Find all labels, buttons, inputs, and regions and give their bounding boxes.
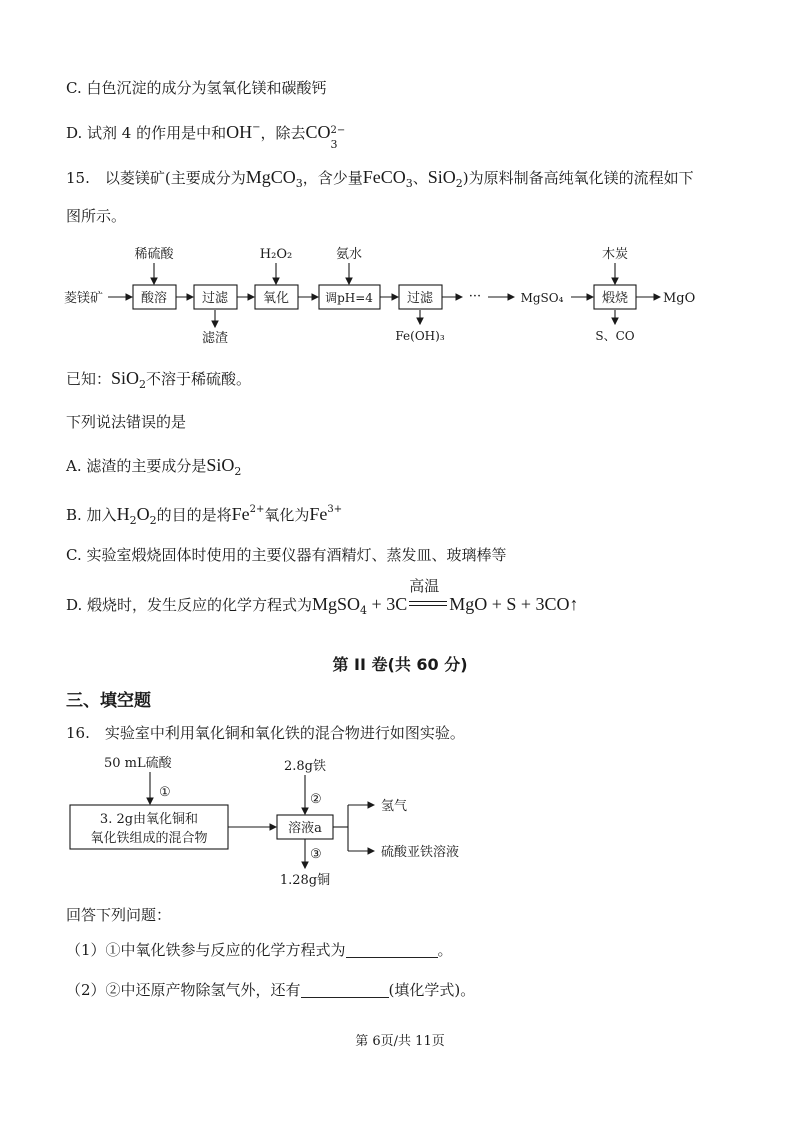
q15-stem-line1: 15. 以菱镁矿(主要成分为MgCO$_3$，含少量FeCO$_3$、SiO$_2$)为原料制备高纯氧化镁的流程如下 xyxy=(66,167,694,190)
q15-option-c: C. 实验室煅烧固体时使用的主要仪器有酒精灯、蒸发皿、玻璃棒等 xyxy=(66,546,507,564)
q16-copper: 1.28g铜 xyxy=(279,873,331,888)
answer-blank-1[interactable] xyxy=(346,941,438,958)
flow-product: MgO xyxy=(663,291,696,306)
reaction-condition: 高温 xyxy=(409,577,440,595)
flow-box3-label: 氧化 xyxy=(262,291,290,306)
q16-solution-a: 溶液a xyxy=(288,821,322,836)
q15-stem-line2: 图所示。 xyxy=(66,207,127,225)
q16-experiment-diagram xyxy=(0,750,800,890)
flow-reagent-charcoal: 木炭 xyxy=(601,247,629,262)
flow-box5-label: 过滤 xyxy=(406,291,434,306)
flow-reagent-h2o2: H₂O₂ xyxy=(259,247,293,262)
flow-precipitate: Fe(OH)₃ xyxy=(395,329,445,343)
q16-step3: ③ xyxy=(310,847,322,862)
flow-residue: 滤渣 xyxy=(201,331,229,346)
q15-flow-diagram xyxy=(0,236,800,346)
q16-ferrous-sulfate: 硫酸亚铁溶液 xyxy=(381,845,460,860)
q14-option-d: D. 试剂 4 的作用是中和OH−，除去CO 2− 3 xyxy=(66,122,346,151)
part2-heading: 第 II 卷(共 60 分) xyxy=(332,655,468,674)
answer-blank-2[interactable] xyxy=(301,981,389,998)
q16-step2: ② xyxy=(310,792,322,807)
q16-sub1: （1）①中氧化铁参与反应的化学方程式为 。 xyxy=(66,941,453,959)
flow-box2-label: 过滤 xyxy=(201,291,229,306)
flow-mgso4: MgSO₄ xyxy=(520,291,564,305)
section3-heading: 三、填空题 xyxy=(66,691,151,711)
q16-stem: 16. 实验室中利用氧化铜和氧化铁的混合物进行如图实验。 xyxy=(66,724,465,742)
page-footer: 第 6页/共 11页 xyxy=(355,1034,445,1049)
flow-box4-label: 调pH=4 xyxy=(325,291,373,305)
q16-answer-prompt: 回答下列问题： xyxy=(66,906,172,924)
q16-mixture-line2: 氧化铁组成的混合物 xyxy=(90,831,208,846)
flow-byproduct: S、CO xyxy=(595,329,635,343)
q15-option-a: A. 滤渣的主要成分是SiO$_2$ xyxy=(66,455,242,478)
flow-reagent-acid: 稀硫酸 xyxy=(134,247,174,262)
flow-start: 菱镁矿 xyxy=(64,291,104,306)
q15-option-b: B. 加入$H_2O_2$的目的是将$Fe^{2+}$氧化为$Fe^{3+}$ xyxy=(66,504,343,527)
q16-acid: 50 mL硫酸 xyxy=(104,756,172,771)
flow-box1-label: 酸溶 xyxy=(140,291,168,306)
flow-reagent-ammonia: 氨水 xyxy=(335,247,363,262)
q16-mixture-line1: 3. 2g由氧化铜和 xyxy=(99,812,199,827)
q15-known: 已知：SiO$_2$不溶于稀硫酸。 xyxy=(66,368,252,391)
q15-option-d: D. 煅烧时，发生反应的化学方程式为MgSO$_4$ + 3C 高温 MgO + S + 3CO↑ xyxy=(66,577,579,617)
flow-ellipsis: ··· xyxy=(468,289,482,304)
flow-box6-label: 煅烧 xyxy=(601,291,629,306)
q14-option-c: C. 白色沉淀的成分为氢氧化镁和碳酸钙 xyxy=(66,79,327,97)
q16-iron: 2.8g铁 xyxy=(284,759,326,774)
q16-step1: ① xyxy=(159,785,171,800)
q16-hydrogen: 氢气 xyxy=(381,799,408,814)
q16-sub2: （2）②中还原产物除氢气外，还有 (填化学式)。 xyxy=(66,981,476,999)
q15-ask: 下列说法错误的是 xyxy=(66,413,187,431)
gas-arrow: ↑ xyxy=(569,594,579,614)
